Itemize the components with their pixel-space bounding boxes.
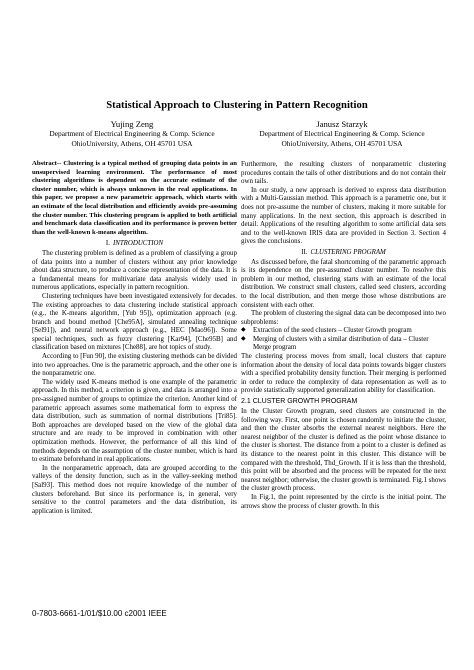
bullet-text: Merging of clusters with a similar distribution of data – Cluster Merge program — [253, 334, 429, 352]
body-paragraph: The widely used K-means method is one example of the parametric approach. In this method, a criterion is given, and data is arranged into a pre-assigned number of groups to optimize the criterion. Another kind of parametric approach assumes some mathematical form to express the data distribution, such as summation of normal distributions [Tri85]. Both approaches are developed based on the view of the global data structure and are ready to be improved in combination with other optimization methods. However, the performance of all this kind of methods depends on the assumption of the cluster number, which is hard to estimate beforehand in real applications. — [32, 377, 237, 464]
bullet-item — [241, 335, 446, 352]
body-paragraph: The problem of clustering the signal data can be decomposed into two subproblems: — [241, 309, 446, 326]
body-paragraph: The clustering process moves from small, local clusters that capture information about the density of local data points towards bigger clusters with a specified probability density function. Their merging is performed in order to reduce the complexity of data representation as well as to provide statistically supported generalization ability for classification. — [241, 352, 446, 395]
section-title: CLUSTERING PROGRAM — [310, 248, 386, 256]
body-paragraph: In Fig.1, the point represented by the circle is the initial point. The arrows show the process of cluster growth. In this — [241, 492, 446, 510]
body-paragraph: In the nonparametric approach, data are grouped according to the valleys of the density function, such as in the valley-seeking method [Sal93]. This method does not require knowledge of the number of clusters beforehand. But since its performance is, in general, very sensitive to the control parameters and the data distribution, its application is limited. — [32, 463, 237, 515]
author-block-2 — [237, 119, 447, 148]
right-column — [241, 160, 446, 510]
body-paragraph: In the Cluster Growth program, seed clusters are constructed in the following way. First, one point is chosen randomly to initiate the cluster, and then the cluster absorbs the external nearest neighbors. Here the nearest neighbor of the cluster is defined as the point whose distance to the cluster is shortest. The distance from a point to a cluster is defined as its distance to the nearest point in this cluster. This distance will be compared with the threshold, Thd_Growth. If it is less than the threshold, this point will be absorbed and the process will be repeated for the next nearest neighbor; otherwise, the cluster growth is terminated. Fig.1 shows the cluster growth process. — [241, 407, 446, 493]
body-paragraph: Clustering techniques have been investigated extensively for decades. The existing approaches to data clustering include statistical approach (e.g., the K-means algorithm, [Yub 95]), optimization approach (e.g. branch and bound method [Che95A], simulated annealing technique [Sel91]), and neural network approach (e.g., HEC [Mao96]). Some special techniques, such as fuzzy clustering [Kar94], [Che95B] and classification based on mixtures [Che88], are hot topics of study. — [32, 291, 237, 352]
section-number: II. — [301, 248, 308, 256]
section-number: I. — [105, 240, 110, 248]
bullet-item — [241, 326, 446, 335]
body-paragraph: The clustering problem is defined as a problem of classifying a group of data points into a number of clusters without any prior knowledge about data structure, to produce a concise representation of the data. It is a fundamental means for multivariate data analysis widely used in numerous applications, especially in pattern recognition. — [32, 248, 237, 292]
subsection-heading-cluster-growth — [241, 397, 446, 407]
author-department: Department of Electrical Engineering & Comp. Science — [49, 129, 215, 138]
author-name: Janusz Starzyk — [316, 119, 368, 129]
author-name: Yujing Zeng — [110, 119, 154, 129]
subsection-title: CLUSTER GROWTH PROGRAM — [252, 398, 358, 406]
left-column — [32, 160, 237, 515]
body-paragraph: In our study, a new approach is derived to express data distribution with a Multi-Gaussian method. This approach is a parametric one, but it does not pre-assume the number of clusters, making it more suitable for many applications. In the next section, this approach is described in detail. Applications of the resulting algorithm to some artificial data sets and to the well-known IRIS data are provided in Section 3. Section 4 gives the conclusions. — [241, 185, 446, 246]
author-department: Department of Electrical Engineering & Comp. Science — [259, 129, 425, 138]
section-title: INTRODUCTION — [112, 240, 164, 248]
body-paragraph: Furthermore, the resulting clusters of nonparametric clustering procedures contain the tails of other distributions and do not contain their own tails. — [241, 160, 446, 186]
bullet-text: Extraction of the seed clusters – Cluster Growth program — [253, 326, 412, 335]
section-heading-clustering-program — [241, 249, 446, 258]
abstract: Abstract-- Clustering is a typical method of grouping data points in an unsupervised learning environment. The performance of most clustering algorithms is dependent on the accurate estimate of the cluster number, which is always unknown in the real applications. In this paper, we propose a new parametric approach, which starts with an estimate of the local distribution and efficiently avoids pre-assuming the cluster number. This clustering program is applied to both artificial and benchmark data classification and its performance is proven better than the well-known k-means algorithm. — [32, 160, 237, 236]
diamond-bullet-icon: ◆ — [241, 335, 246, 342]
copyright-footer: 0-7803-6661-1/01/$10.00 c2001 IEEE — [32, 609, 167, 618]
author-block-1 — [27, 119, 237, 148]
body-paragraph: As discussed before, the fatal shortcoming of the parametric approach is its dependence on the pre-assumed cluster number. To resolve this problem in our method, clustering starts with an estimate of the local distribution. We construct small clusters, called seed clusters, according to the local distribution, and then merge those whose distributions are consistent with each other. — [241, 257, 446, 309]
subsection-number: 2.1 — [241, 398, 251, 406]
diamond-bullet-icon: ◆ — [241, 327, 246, 334]
section-heading-introduction — [32, 240, 237, 249]
body-paragraph: According to [Fun 90], the existing clustering methods can be divided into two approaches. One is the parametric approach, and the other one is the nonparametric one. — [32, 352, 237, 378]
author-affiliation: OhioUniversity, Athens, OH 45701 USA — [281, 138, 403, 148]
author-affiliation: OhioUniversity, Athens, OH 45701 USA — [71, 138, 193, 148]
paper-title: Statistical Approach to Clustering in Pattern Recognition — [106, 100, 368, 111]
